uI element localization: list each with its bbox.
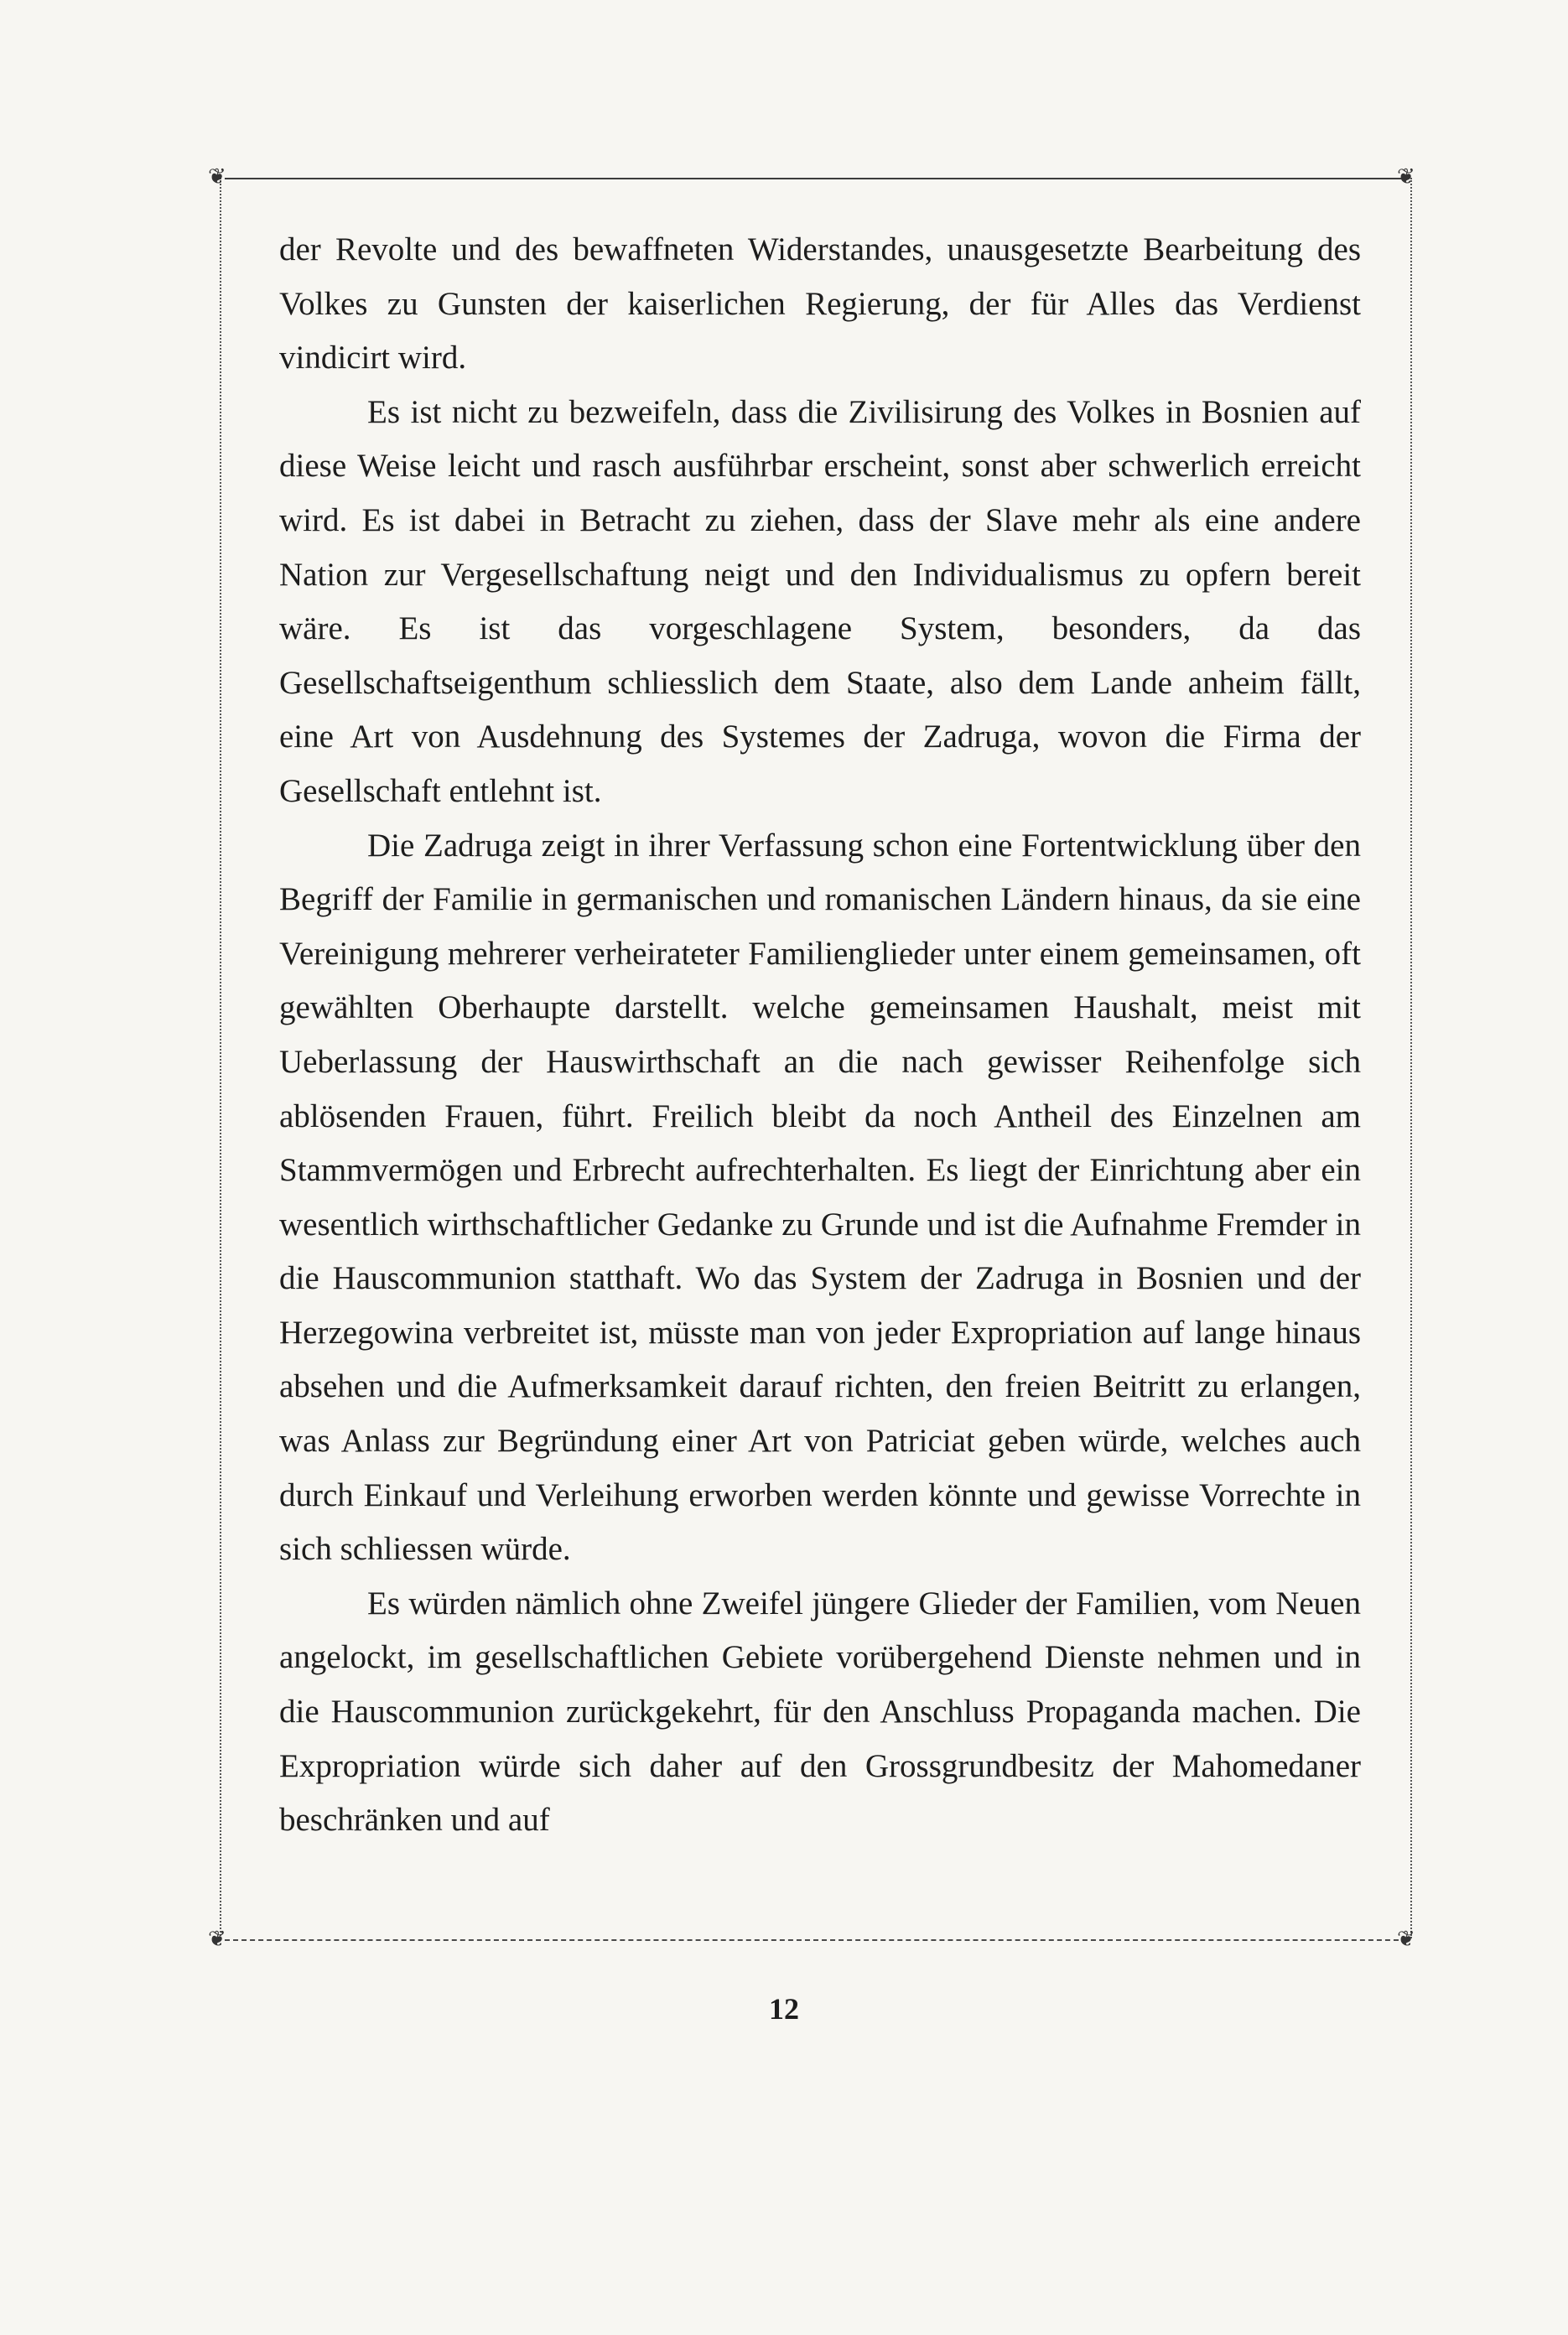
top-border-rule (225, 178, 1407, 179)
page-number: 12 (769, 1992, 799, 2026)
bottom-border-rule (225, 1939, 1407, 1941)
paragraph: Es ist nicht zu bezweifeln, dass die Zivilisirung des Volkes in Bosnien auf diese Weise leicht und rasch ausführbar erscheint, sonst aber schwerlich erreicht wird. Es ist dabei in Betracht zu ziehen, dass der Slave mehr als eine andere Nation zur Vergesellschaftung neigt und den Individualismus zu opfern bereit wäre. Es ist das vorgeschlagene System, besonders, da das Gesellschaftseigenthum schliesslich dem Staate, also dem Lande anheim fällt, eine Art von Ausdehnung des Systemes der Zadruga, wovon die Firma der Gesellschaft entlehnt ist. (279, 393, 1361, 809)
right-border-rule (1410, 178, 1412, 1938)
paragraph: der Revolte und des bewaffneten Widerstandes, unausgesetzte Bearbeitung des Volkes zu Gunsten der kaiserlichen Regierung, der für Alles das Verdienst vindicirt wird. (279, 231, 1361, 376)
body-text (279, 223, 1361, 1848)
corner-ornament-icon: ❦ (1397, 164, 1415, 189)
paragraph: Die Zadruga zeigt in ihrer Verfassung schon eine Fortentwicklung über den Begriff der Familie in germanischen und romanischen Ländern hinaus, da sie eine Vereinigung mehrerer verheirateter Familienglieder unter einem gemeinsamen, oft gewählten Oberhaupte darstellt. welche gemeinsamen Haushalt, meist mit Ueberlassung der Hauswirthschaft an die nach gewisser Reihenfolge sich ablösenden Frauen, führt. Freilich bleibt da noch Antheil des Einzelnen am Stammvermögen und Erbrecht aufrechterhalten. Es liegt der Einrichtung aber ein wesentlich wirthschaftlicher Gedanke zu Grunde und ist die Aufnahme Fremder in die Hauscommunion statthaft. Wo das System der Zadruga in Bosnien und der Herzegowina verbreitet ist, müsste man von jeder Expropriation auf lange hinaus absehen und die Aufmerksamkeit darauf richten, den freien Beitritt zu erlangen, was Anlass zur Begründung einer Art von Patriciat geben würde, welches auch durch Einkauf und Verleihung erworben werden könnte und gewisse Vorrechte in sich schliessen würde. (279, 827, 1361, 1568)
corner-ornament-icon: ❦ (208, 164, 226, 189)
paragraph: Es würden nämlich ohne Zweifel jüngere Glieder der Familien, vom Neuen angelockt, im gesellschaftlichen Gebiete vorübergehend Dienste nehmen und in die Hauscommunion zurückgekehrt, für den Anschluss Propaganda machen. Die Expropriation würde sich daher auf den Grossgrundbesitz der Mahomedaner beschränken und auf (279, 1585, 1361, 1839)
corner-ornament-icon: ❦ (1397, 1927, 1415, 1952)
corner-ornament-icon: ❦ (208, 1927, 226, 1952)
left-border-rule (220, 178, 221, 1938)
